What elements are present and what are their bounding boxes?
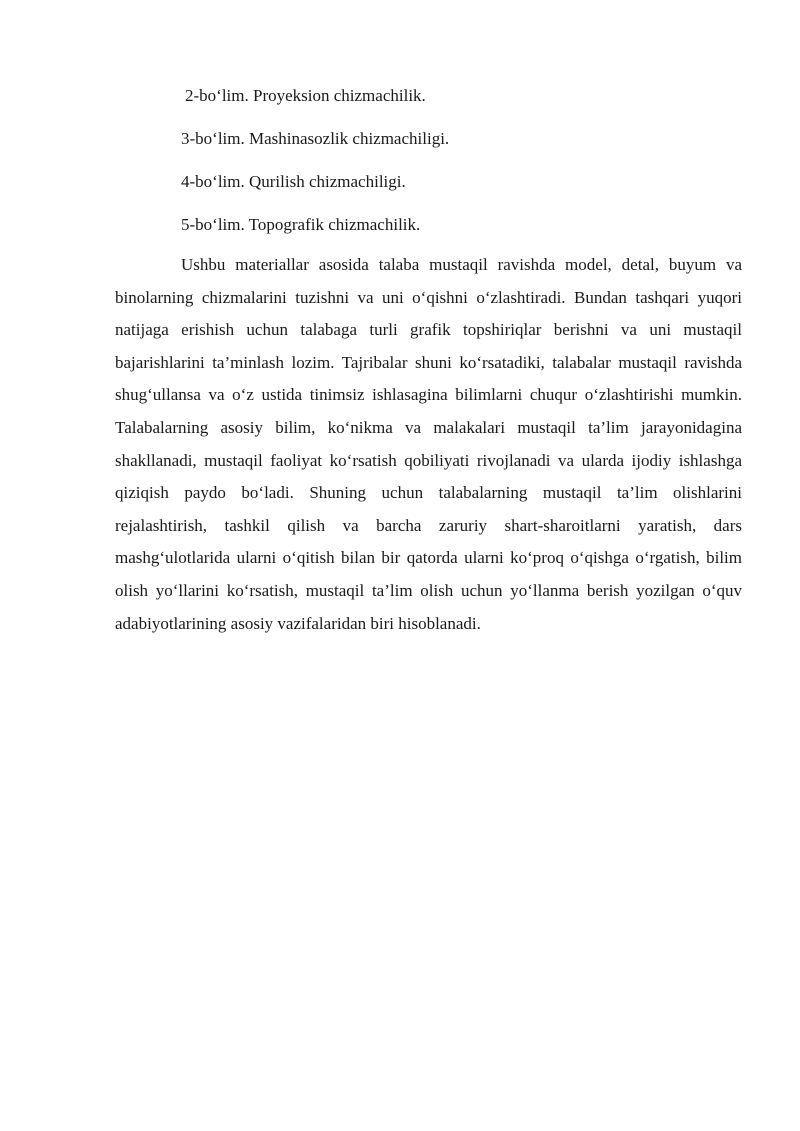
section-item-5: 5-bo‘lim. Topografik chizmachilik. xyxy=(181,215,421,234)
section-item-3: 3-bo‘lim. Mashinasozlik chizmachiligi. xyxy=(181,129,450,148)
section-item-2: 2-bo‘lim. Proyeksion chizmachilik. xyxy=(185,86,426,105)
section-list xyxy=(181,74,449,246)
section-item-4: 4-bo‘lim. Qurilish chizmachiligi. xyxy=(181,172,406,191)
body-paragraph: Ushbu materiallar asosida talaba mustaqil ravishda model, detal, buyum va binolarning chizmalarini tuzishni va uni o‘qishni o‘zlashtiradi. Bundan tashqari yuqori natijaga erishish uchun talabaga turli grafik topshiriqlar berishni va uni mustaqil bajarishlarini ta’minlash lozim. Tajribalar shuni ko‘rsatadiki, talabalar mustaqil ravishda shug‘ullansa va o‘z ustida tinimsiz ishlasagina bilimlarni chuqur o‘zlashtirishi mumkin. Talabalarning asosiy bilim, ko‘nikma va malakalari mustaqil ta’lim jarayonidagina shakllanadi, mustaqil faoliyat ko‘rsatish qobiliyati rivojlanadi va ularda ijodiy ishlashga qiziqish paydo bo‘ladi. Shuning uchun talabalarning mustaqil ta’lim olishlarini rejalashtirish, tashkil qilish va barcha zaruriy shart-sharoitlarni yaratish, dars mashg‘ulotlarida ularni o‘qitish bilan bir qatorda ularni ko‘proq o‘qishga o‘rgatish, bilim olish yo‘llarini ko‘rsatish, mustaqil ta’lim olish uchun yo‘llanma berish yozilgan o‘quv adabiyotlarining asosiy vazifalaridan biri hisoblanadi. xyxy=(115,255,742,633)
